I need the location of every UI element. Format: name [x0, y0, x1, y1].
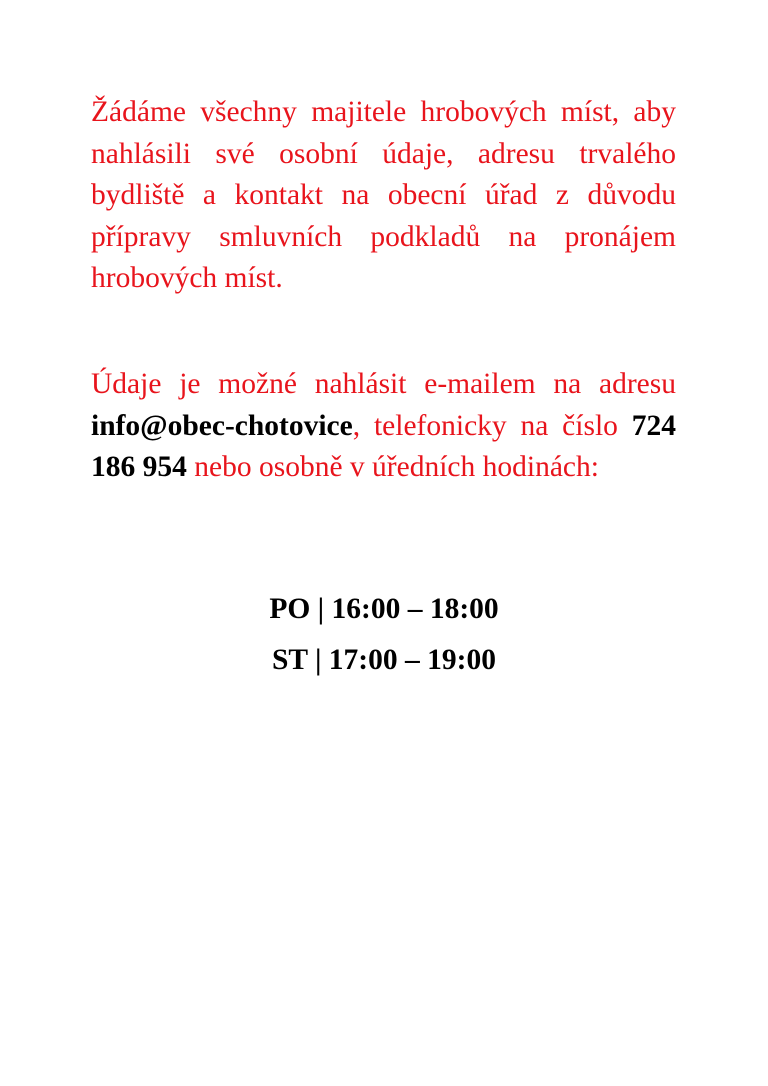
- notice-paragraph-contact: [91, 364, 676, 489]
- contact-phone: 724 186 954: [91, 409, 676, 483]
- contact-intro-text: Údaje je možné nahlásit e-mailem na adresu: [91, 368, 676, 400]
- contact-hours-intro-text: nebo osobně v úředních hodinách:: [194, 451, 599, 483]
- notice-paragraph-request: Žádáme všechny majitele hrobových míst, aby nahlásili své osobní údaje, adresu trvalého bydliště a kontakt na obecní úřad z důvodu přípravy smluvních podkladů na pronájem hrobových míst.: [91, 96, 676, 294]
- contact-email: info@obec-chotovice: [91, 409, 353, 442]
- office-hours-monday: PO | 16:00 – 18:00: [269, 593, 499, 625]
- contact-phone-intro-text: , telefonicky na číslo: [352, 409, 618, 442]
- office-hours-wednesday: ST | 17:00 – 19:00: [272, 644, 496, 676]
